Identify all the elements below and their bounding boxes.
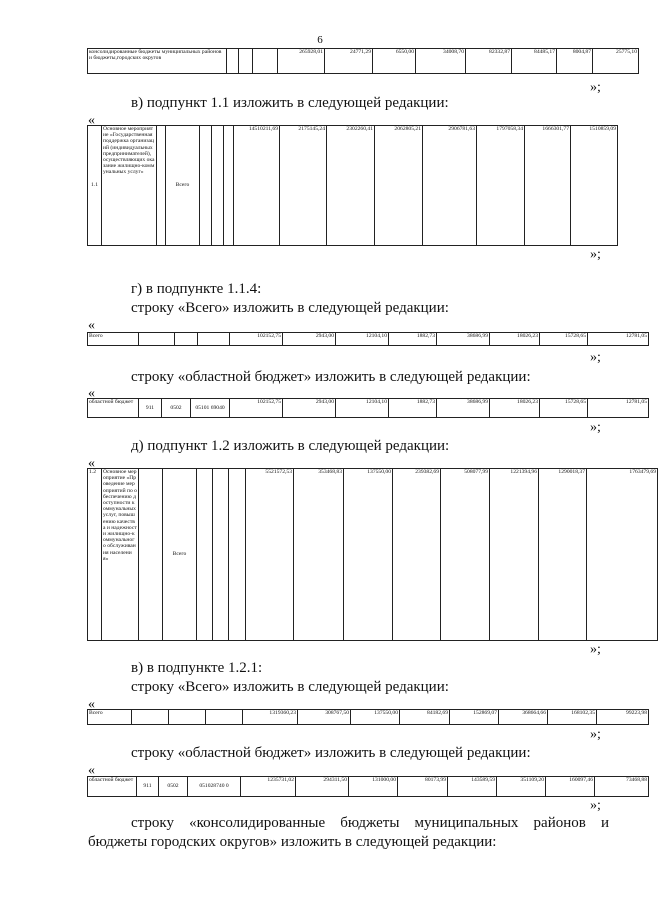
measure-name: Основное мероприятие «Государственная поддержка организаций (индивидуальных предпринимателей), осуществляющих оказание жилищно-коммунальных услуг» xyxy=(102,126,157,246)
value-cell: 102152,75 xyxy=(230,399,283,418)
value-cell: 2943,00 xyxy=(283,333,336,346)
measure-name: Основное мероприятие «Проведение мероприятий по обеспечению доступности коммунальных услуг, повышению качества и надежности жилищно-коммунального обслуживания населения» xyxy=(102,469,139,641)
value-cell: 14510211,69 xyxy=(234,126,280,246)
rzpr-code: 0502 xyxy=(159,777,188,797)
closing-quote: »; xyxy=(590,420,601,435)
item-number: 1.1 xyxy=(88,126,102,246)
value-cell: 102152,75 xyxy=(230,333,283,346)
value-cell: 1235731,02 xyxy=(241,777,296,797)
value-cell: 294311,50 xyxy=(296,777,349,797)
total-label: Всего xyxy=(166,126,200,246)
value-cell: 84485,17 xyxy=(512,49,557,74)
value-cell: 18026,23 xyxy=(490,399,540,418)
value-cell: 1290018,37 xyxy=(539,469,587,641)
grbs-code: 911 xyxy=(137,777,159,797)
row-label: областной бюджет xyxy=(88,777,137,797)
value-cell: 2943,00 xyxy=(283,399,336,418)
value-cell: 99223,98 xyxy=(597,710,649,725)
instruction-total-row: строку «Всего» изложить в следующей редакции: xyxy=(131,300,449,316)
value-cell: 351109,20 xyxy=(497,777,546,797)
value-cell: 308767,50 xyxy=(298,710,351,725)
value-cell: 1319360,23 xyxy=(243,710,298,725)
value-cell: 143589,59 xyxy=(448,777,497,797)
opening-quote: « xyxy=(88,113,95,128)
opening-quote: « xyxy=(88,697,95,712)
total-label: Всего xyxy=(163,469,197,641)
value-cell: 2062805,21 xyxy=(375,126,423,246)
csr-code: 05101 69040 xyxy=(191,399,230,418)
row-label: консолидированные бюджеты муниципальных районов и бюджеты,городских округов xyxy=(88,49,227,74)
value-cell: 265928,01 xyxy=(278,49,325,74)
opening-quote: « xyxy=(88,386,95,401)
page-number: 6 xyxy=(317,34,323,46)
value-cell: 239382,69 xyxy=(393,469,441,641)
value-cell: 24771,29 xyxy=(325,49,373,74)
value-cell: 2302260,41 xyxy=(327,126,375,246)
value-cell: 80173,99 xyxy=(398,777,448,797)
opening-quote: « xyxy=(88,763,95,778)
row-label: Всего xyxy=(88,333,139,346)
closing-quote: »; xyxy=(590,80,601,95)
value-cell: 38686,99 xyxy=(437,333,490,346)
instruction-g: г) в подпункте 1.1.4: xyxy=(131,281,262,297)
closing-quote: »; xyxy=(590,247,601,262)
closing-quote: »; xyxy=(590,350,601,365)
value-cell: 2175145,24 xyxy=(280,126,327,246)
value-cell: 38686,99 xyxy=(437,399,490,418)
value-cell: 368664,66 xyxy=(499,710,548,725)
value-cell: 1882,73 xyxy=(389,399,437,418)
value-cell: 82332,87 xyxy=(466,49,512,74)
value-cell: 25775,10 xyxy=(593,49,639,74)
closing-quote: »; xyxy=(590,642,601,657)
value-cell: 131000,00 xyxy=(349,777,398,797)
table-regional-budget-row-1-1-4 xyxy=(87,398,649,418)
opening-quote: « xyxy=(88,318,95,333)
value-cell: 152869,07 xyxy=(450,710,499,725)
value-cell: 15728,65 xyxy=(540,399,588,418)
row-label: областной бюджет xyxy=(88,399,139,418)
value-cell: 15728,65 xyxy=(540,333,588,346)
table-subitem-1-1 xyxy=(87,125,618,246)
value-cell: 84182,69 xyxy=(400,710,450,725)
value-cell: 12781,05 xyxy=(588,333,649,346)
value-cell: 1882,73 xyxy=(389,333,437,346)
grbs-code: 911 xyxy=(139,399,162,418)
item-number: 1.2 xyxy=(88,469,102,641)
instruction-obl-row-2: строку «областной бюджет» изложить в следующей редакции: xyxy=(131,745,531,761)
table-total-row-1-2-1 xyxy=(87,709,649,725)
table-total-row-1-1-4 xyxy=(87,332,649,346)
table-subitem-1-2 xyxy=(87,468,658,641)
csr-code: 051028740 0 xyxy=(188,777,241,797)
table-regional-budget-row-1-2-1 xyxy=(87,776,649,797)
final-instruction-line-1: строку «консолидированные бюджеты муниципальных районов и xyxy=(131,815,609,831)
instruction-v: в) подпункт 1.1 изложить в следующей редакции: xyxy=(131,95,449,111)
instruction-d: д) подпункт 1.2 изложить в следующей редакции: xyxy=(131,438,450,454)
value-cell: 168102,35 xyxy=(548,710,597,725)
value-cell: 353468,83 xyxy=(294,469,344,641)
value-cell: 2906781,63 xyxy=(423,126,477,246)
value-cell: 12781,05 xyxy=(588,399,649,418)
closing-quote: »; xyxy=(590,727,601,742)
value-cell: 8004,87 xyxy=(557,49,593,74)
value-cell: 1510859,09 xyxy=(571,126,618,246)
value-cell: 508077,99 xyxy=(441,469,490,641)
value-cell: 12104,10 xyxy=(336,399,389,418)
value-cell: 1797058,34 xyxy=(477,126,525,246)
value-cell: 34008,70 xyxy=(416,49,466,74)
value-cell: 160097,46 xyxy=(546,777,595,797)
final-instruction-line-2: бюджеты городских округов» изложить в следующей редакции: xyxy=(88,834,497,850)
value-cell: 6550,00 xyxy=(373,49,416,74)
value-cell: 18026,23 xyxy=(490,333,540,346)
instruction-obl-row: строку «областной бюджет» изложить в следующей редакции: xyxy=(131,369,531,385)
value-cell: 12104,10 xyxy=(336,333,389,346)
value-cell: 1666301,77 xyxy=(525,126,571,246)
row-label: Всего xyxy=(88,710,132,725)
value-cell: 73468,88 xyxy=(595,777,649,797)
opening-quote: « xyxy=(88,456,95,471)
value-cell: 1763479,69 xyxy=(587,469,658,641)
instruction-total-row-2: строку «Всего» изложить в следующей редакции: xyxy=(131,679,449,695)
value-cell: 5521572,53 xyxy=(246,469,294,641)
value-cell: 137550,00 xyxy=(344,469,393,641)
instruction-v2: в) в подпункте 1.2.1: xyxy=(131,660,263,676)
closing-quote: »; xyxy=(590,798,601,813)
value-cell: 1221394,96 xyxy=(490,469,539,641)
value-cell: 137550,00 xyxy=(351,710,400,725)
table-consolidated-budget-row xyxy=(87,48,639,74)
rzpr-code: 0502 xyxy=(162,399,191,418)
